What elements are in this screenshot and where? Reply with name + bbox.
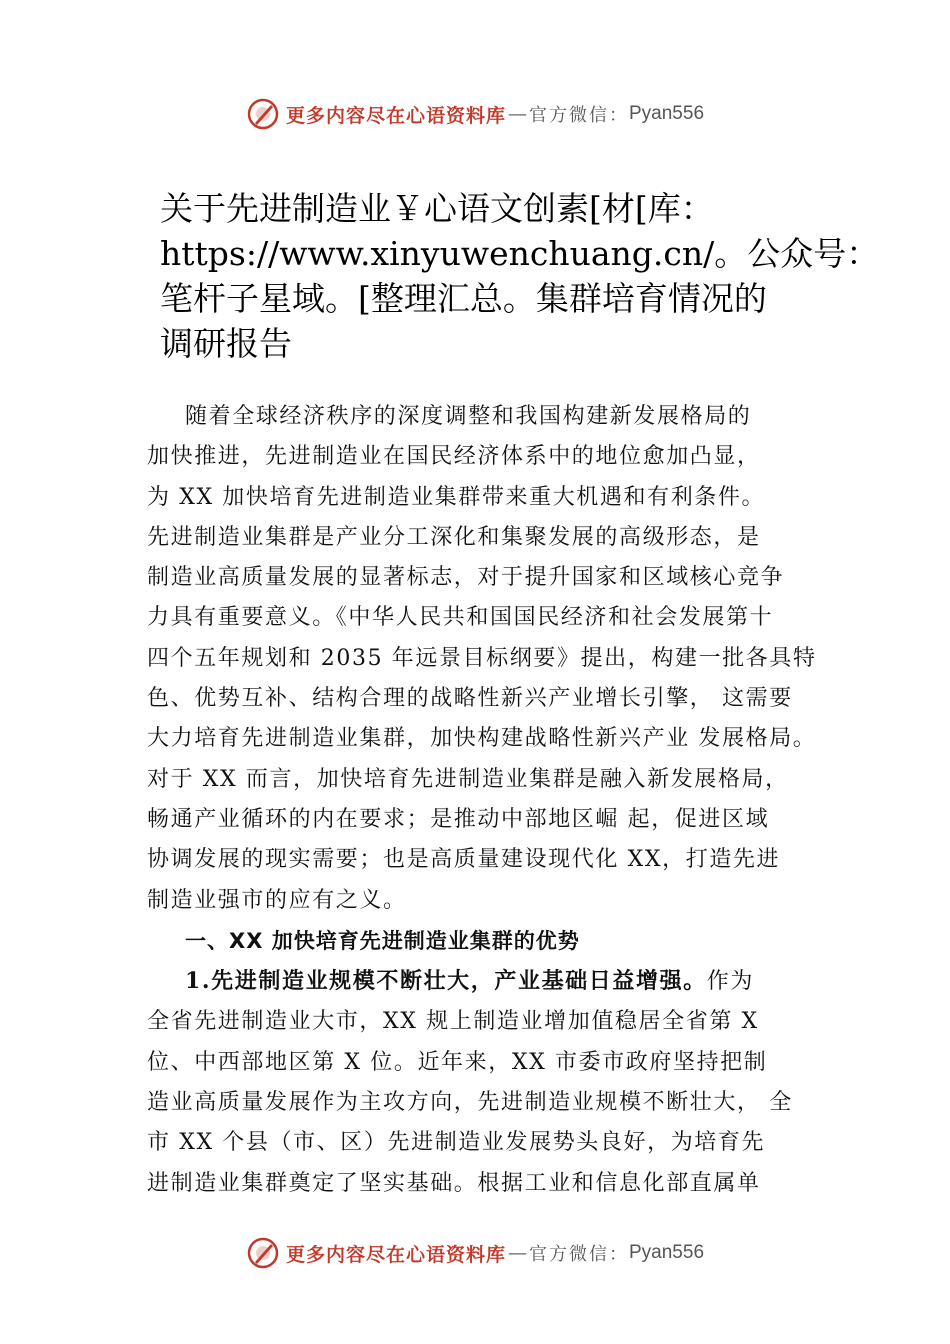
body-line: 市 XX 个县（市、区）先进制造业发展势头良好，为培育先 — [147, 1130, 766, 1156]
banner-dash: — — [508, 1242, 527, 1264]
brand-logo-icon — [246, 97, 280, 131]
footer-watermark-banner — [0, 1231, 950, 1275]
body-line: 色、优势互补、结构合理的战略性新兴产业增长引擎， 这需要 — [147, 686, 793, 712]
body-line: 协调发展的现实需要；也是高质量建设现代化 XX，打造先进 — [147, 847, 781, 873]
banner-wechat-id: Pyan556 — [629, 103, 705, 124]
title-line: 关于先进制造业￥心语文创素[材[库： — [160, 189, 714, 228]
body-line: 进制造业集群奠定了坚实基础。根据工业和信息化部直属单 — [147, 1170, 761, 1196]
body-line — [147, 961, 847, 1002]
banner-wechat-id: Pyan556 — [629, 1242, 705, 1263]
body-line: 大力培育先进制造业集群，加快构建战略性新兴产业 发展格局。 — [147, 726, 817, 752]
banner-dash: — — [508, 103, 527, 125]
document-body — [147, 397, 847, 1204]
body-line: 四个五年规划和 2035 年远景目标纲要》提出，构建一批各具特 — [147, 645, 817, 671]
body-line: 造业高质量发展作为主攻方向，先进制造业规模不断壮大， 全 — [147, 1090, 793, 1116]
body-line: 先进制造业集群是产业分工深化和集聚发展的高级形态，是 — [147, 524, 761, 550]
body-line: 为 XX 加快培育先进制造业集群带来重大机遇和有利条件。 — [147, 484, 766, 510]
header-watermark-banner — [0, 92, 950, 136]
body-line: 力具有重要意义。《中华人民共和国国民经济和社会发展第十 — [147, 605, 774, 631]
body-line: 对于 XX 而言，加快培育先进制造业集群是融入新发展格局， — [147, 766, 789, 792]
body-line: 全省先进制造业大市，XX 规上制造业增加值稳居全省第 X — [147, 1009, 759, 1035]
body-line: 制造业强市的应有之义。 — [147, 887, 407, 913]
bold-lead-sentence: 1.先进制造业规模不断壮大，产业基础日益增强。 — [185, 968, 707, 995]
body-line: 随着全球经济秩序的深度调整和我国构建新发展格局的 — [185, 404, 752, 429]
body-line: 畅通产业循环的内在要求；是推动中部地区崛 起，促进区域 — [147, 806, 770, 832]
body-line: 位、中西部地区第 X 位。近年来，XX 市委市政府坚持把制 — [147, 1049, 768, 1075]
title-line: https://www.xinyuwenchuang.cn/。公众号： — [160, 234, 880, 273]
banner-wechat-label: 官方微信： — [529, 105, 629, 126]
body-line: 加快推进，先进制造业在国民经济体系中的地位愈加凸显， — [147, 444, 761, 470]
brand-logo-icon — [246, 1236, 280, 1270]
banner-main-text: 更多内容尽在心语资料库 — [285, 104, 506, 127]
banner-wechat-label: 官方微信： — [529, 1244, 629, 1265]
section-heading: 一、XX 加快培育先进制造业集群的优势 — [185, 928, 580, 953]
body-line-rest: 作为 — [706, 969, 754, 995]
banner-main-text: 更多内容尽在心语资料库 — [285, 1243, 506, 1266]
document-title — [160, 186, 880, 366]
title-line: 笔杆子星域。[整理汇总。集群培育情况的 — [160, 279, 767, 318]
body-line: 制造业高质量发展的显著标志，对于提升国家和区域核心竞争 — [147, 565, 785, 591]
title-line: 调研报告 — [160, 324, 292, 363]
